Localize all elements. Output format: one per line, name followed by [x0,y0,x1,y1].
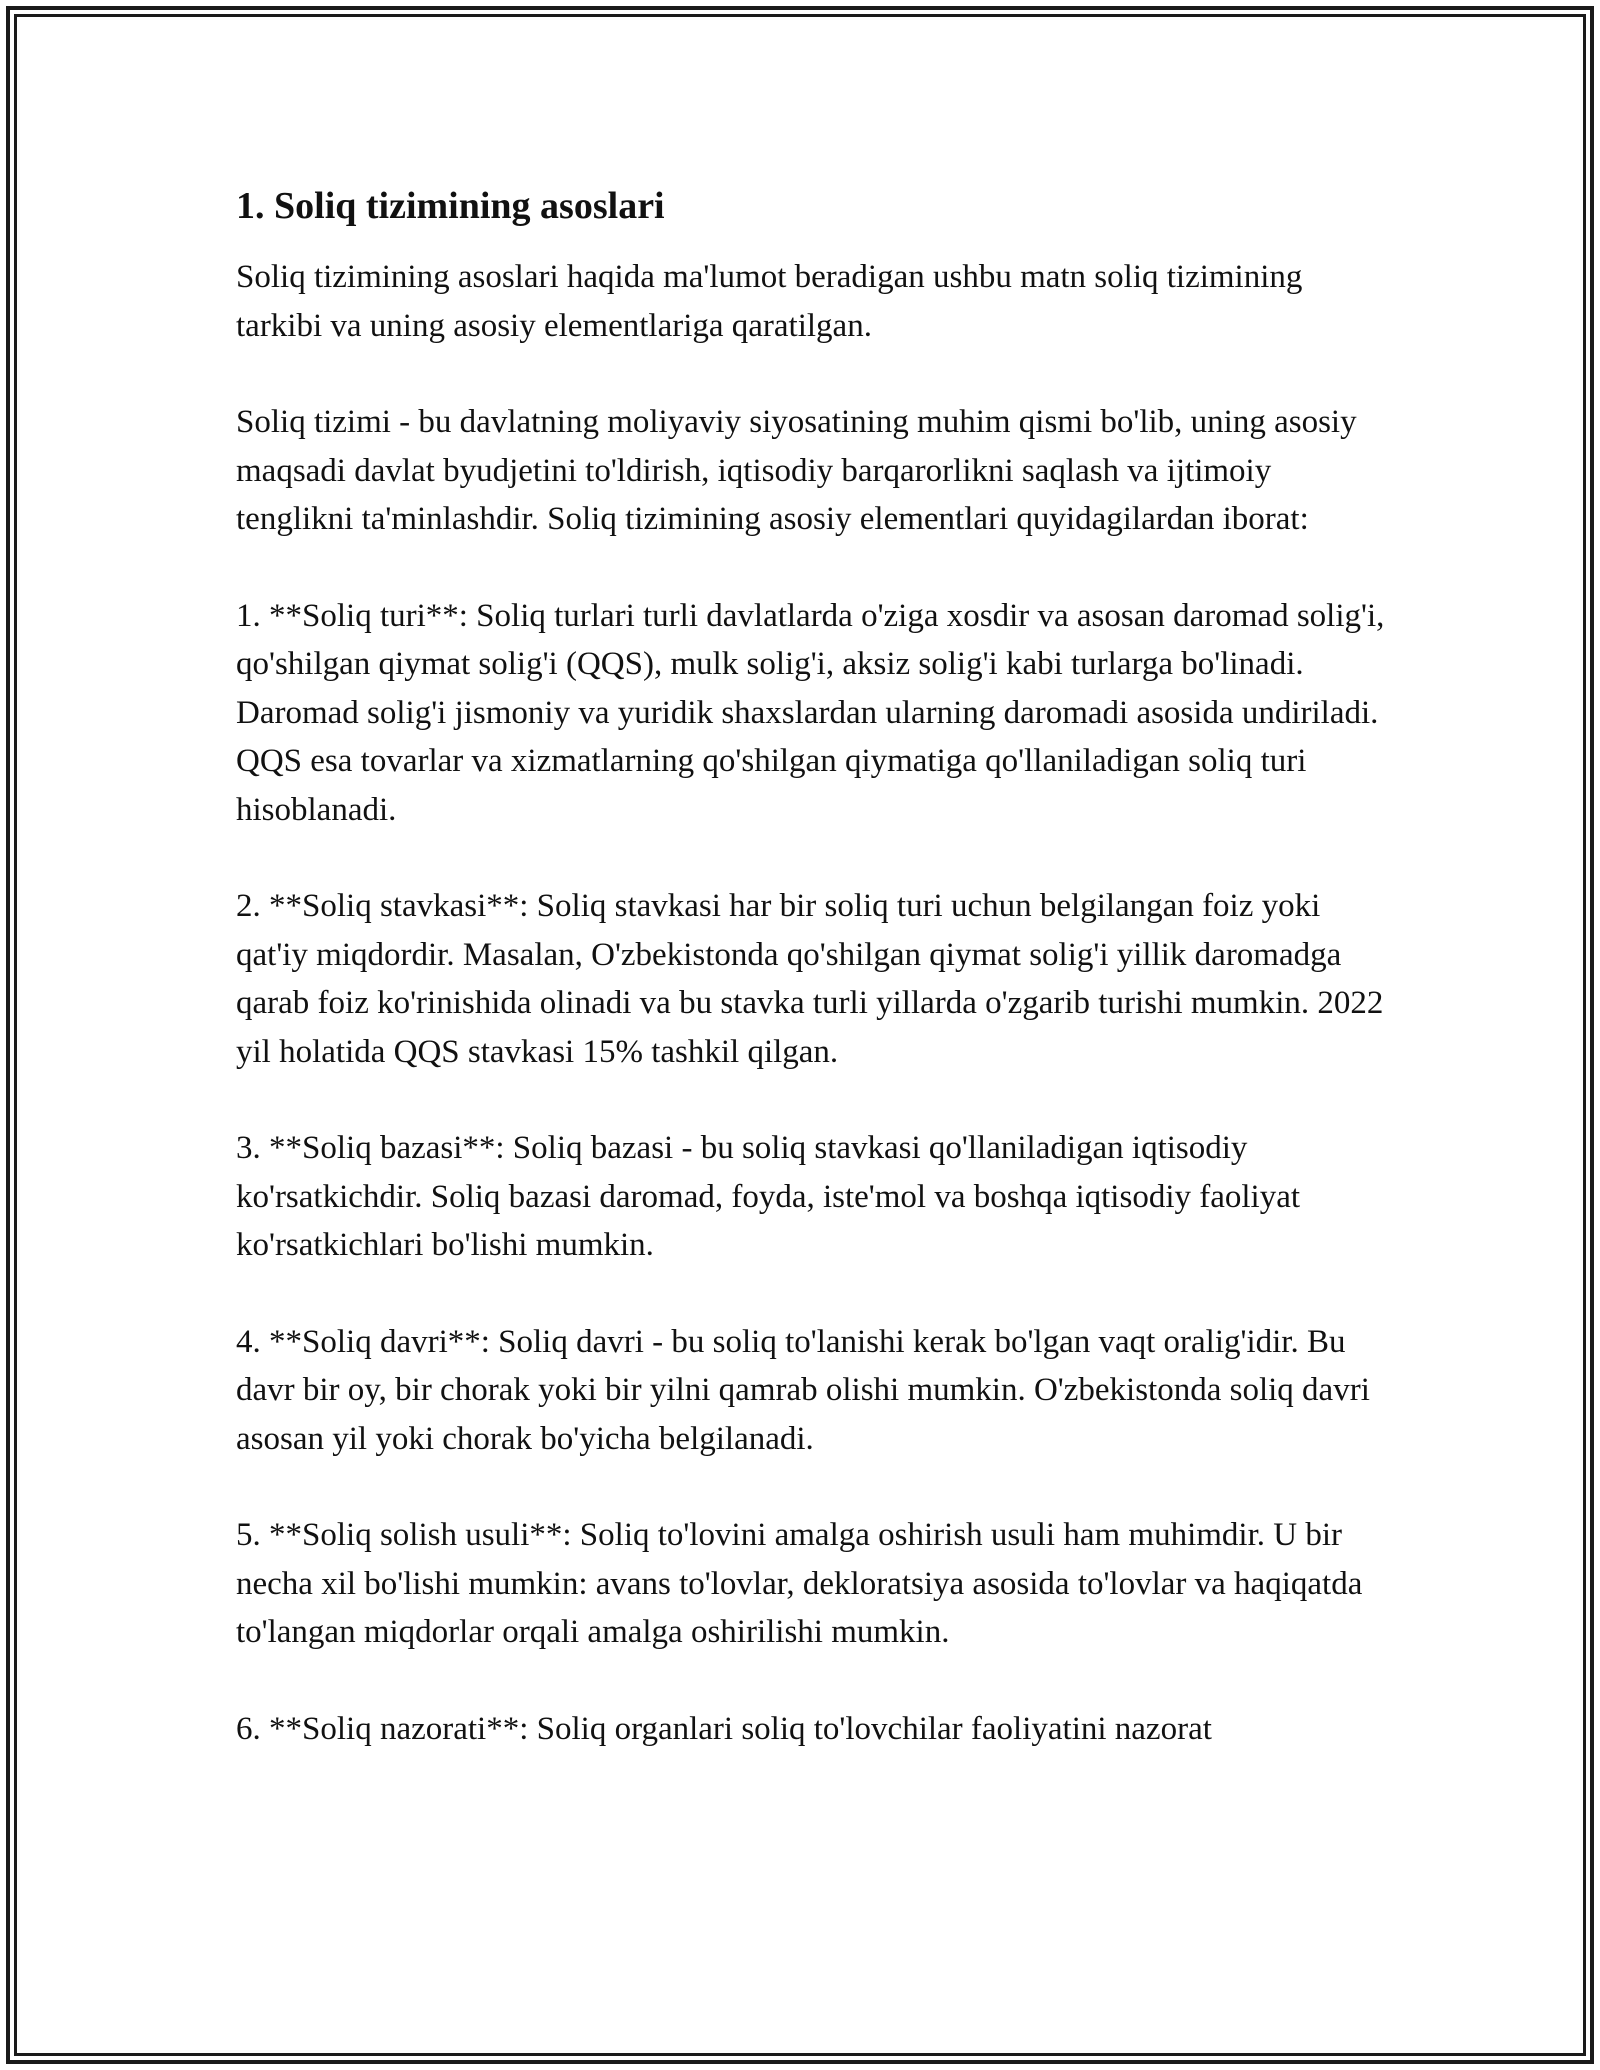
paragraph-item-3: 3. **Soliq bazasi**: Soliq bazasi - bu soliq stavkasi qo'llaniladigan iqtisodiy ko'rsatkichdir. Soliq bazasi daromad, foyda, iste'mol va boshqa iqtisodiy faoliyat ko'rsatkichlari bo'lishi mumkin. [236,1130,1301,1263]
paragraph-intro: Soliq tizimining asoslari haqida ma'lumot beradigan ushbu matn soliq tizimining tarkibi va uning asosiy elementlariga qaratilgan. [236,259,1303,344]
paragraph-item-6: 6. **Soliq nazorati**: Soliq organlari soliq to'lovchilar faoliyatini nazorat [236,1710,1212,1747]
document-title: 1. Soliq tizimining asoslari [236,185,665,227]
paragraph-definition: Soliq tizimi - bu davlatning moliyaviy siyosatining muhim qismi bo'lib, uning asosiy maqsadi davlat byudjetini to'ldirish, iqtisodiy barqarorlikni saqlash va ijtimoiy tenglikni ta'minlashdir. Soliq tizimining asosiy elementlari quyidagilardan iborat: [236,404,1357,537]
document-body [236,182,1396,1801]
paragraph-item-1: 1. **Soliq turi**: Soliq turlari turli davlatlarda o'ziga xosdir va asosan daromad solig'i, qo'shilgan qiymat solig'i (QQS), mulk solig'i, aksiz solig'i kabi turlarga bo'linadi. Daromad solig'i jismoniy va yuridik shaxslardan ularning daromadi asosida undiriladi. QQS esa tovarlar va xizmatlarning qo'shilgan qiymatiga qo'llaniladigan soliq turi hisoblanadi. [236,597,1385,828]
paragraph-item-2: 2. **Soliq stavkasi**: Soliq stavkasi har bir soliq turi uchun belgilangan foiz yoki qat'iy miqdordir. Masalan, O'zbekistonda qo'shilgan qiymat solig'i yillik daromadga qarab foiz ko'rinishida olinadi va bu stavka turli yillarda o'zgarib turishi mumkin. 2022 yil holatida QQS stavkasi 15% tashkil qilgan. [236,888,1384,1070]
paragraph-item-5: 5. **Soliq solish usuli**: Soliq to'lovini amalga oshirish usuli ham muhimdir. U bir necha xil bo'lishi mumkin: avans to'lovlar, dekloratsiya asosida to'lovlar va haqiqatda to'langan miqdorlar orqali amalga oshirilishi mumkin. [236,1517,1363,1650]
paragraph-item-4: 4. **Soliq davri**: Soliq davri - bu soliq to'lanishi kerak bo'lgan vaqt oralig'idir. Bu davr bir oy, bir chorak yoki bir yilni qamrab olishi mumkin. O'zbekistonda soliq davri asosan yil yoki chorak bo'yicha belgilanadi. [236,1323,1370,1457]
